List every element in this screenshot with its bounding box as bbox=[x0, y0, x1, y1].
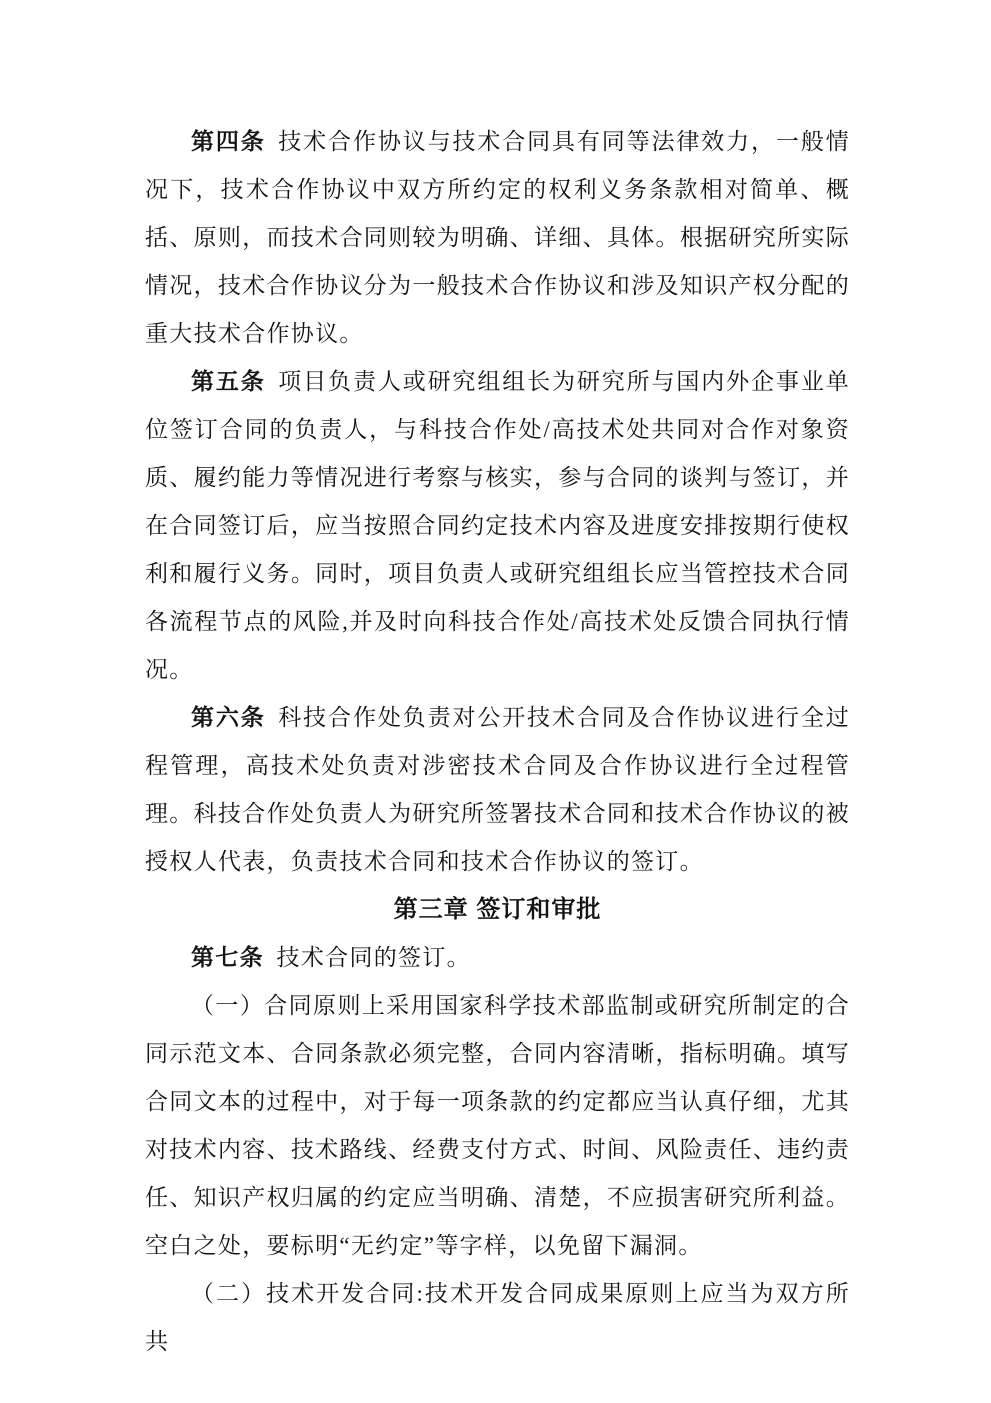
paragraph-text-item-2: （二）技术开发合同:技术开发合同成果原则上应当为双方所共 bbox=[145, 1281, 850, 1354]
clause-number-article-6: 第六条 bbox=[191, 705, 266, 730]
paragraph-text-article-5: 项目负责人或研究组组长为研究所与国内外企事业单位签订合同的负责人，与科技合作处/高技术处共同对合作对象资质、履约能力等情况进行考察与核实，参与合同的谈判与签订，并在合同签订后，应当按照合同约定技术内容及进度安排按期行使权利和履行义务。同时，项目负责人或研究组组长应当管控技术合同各流程节点的风险,并及时向科技合作处/高技术处反馈合同执行情况。 bbox=[145, 369, 850, 682]
paragraph-text-item-1: （一）合同原则上采用国家科学技术部监制或研究所制定的合同示范文本、合同条款必须完整，合同内容清晰，指标明确。填写合同文本的过程中，对于每一项条款的约定都应当认真仔细，尤其对技术内容、技术路线、经费支付方式、时间、风险责任、违约责任、知识产权归属的约定应当明确、清楚，不应损害研究所利益。空白之处，要标明“无约定”等字样，以免留下漏洞。 bbox=[145, 993, 850, 1258]
paragraph-article-5 bbox=[145, 358, 850, 694]
clause-number-article-7: 第七条 bbox=[191, 945, 264, 970]
paragraph-article-7 bbox=[145, 934, 850, 982]
clause-number-article-4: 第四条 bbox=[191, 129, 266, 154]
clause-number-article-5: 第五条 bbox=[191, 369, 266, 394]
paragraph-item-2 bbox=[145, 1270, 850, 1366]
paragraph-text-article-4: 技术合作协议与技术合同具有同等法律效力，一般情况下，技术合作协议中双方所约定的权利义务条款相对简单、概括、原则，而技术合同则较为明确、详细、具体。根据研究所实际情况，技术合作协议分为一般技术合作协议和涉及知识产权分配的重大技术合作协议。 bbox=[145, 129, 850, 346]
paragraph-article-4 bbox=[145, 118, 850, 358]
paragraph-text-article-6: 科技合作处负责对公开技术合同及合作协议进行全过程管理，高技术处负责对涉密技术合同及合作协议进行全过程管理。科技合作处负责人为研究所签署技术合同和技术合作协议的被授权人代表，负责技术合同和技术合作协议的签订。 bbox=[145, 705, 850, 874]
chapter-heading: 第三章 签订和审批 bbox=[393, 896, 602, 923]
paragraph-article-6 bbox=[145, 694, 850, 886]
paragraph-item-1 bbox=[145, 982, 850, 1270]
paragraph-text-article-7: 技术合同的签订。 bbox=[276, 945, 471, 970]
